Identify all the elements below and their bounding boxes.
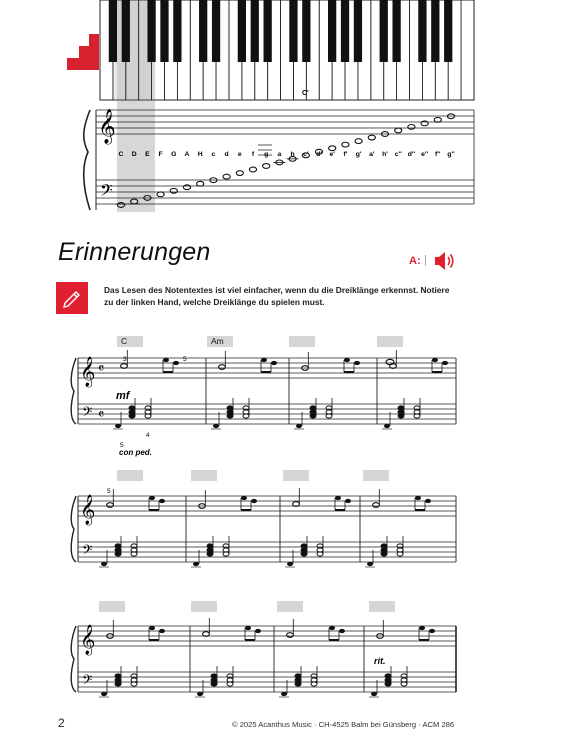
dynamic-mark: mf xyxy=(116,390,130,402)
half-note xyxy=(219,365,226,370)
chord-box-3-3[interactable] xyxy=(277,601,303,612)
treble-clef-icon: 𝄞 xyxy=(80,624,96,654)
eighth-note xyxy=(149,496,155,500)
note-name-label: d'' xyxy=(407,151,416,158)
note-name-label: g' xyxy=(355,151,362,158)
eighth-note xyxy=(329,626,335,630)
speaker-icon[interactable] xyxy=(434,251,458,271)
bass-note xyxy=(197,692,203,696)
black-key xyxy=(431,0,439,62)
bass-note xyxy=(384,424,390,428)
chord-box-1-2[interactable]: Am xyxy=(207,336,233,347)
note-name-label: a xyxy=(277,151,282,158)
copyright-footer: © 2025 Acanthus Music · CH-4525 Balm bei Günsberg · ACM 286 xyxy=(232,720,455,729)
note-name-label: G xyxy=(171,151,177,158)
whole-note xyxy=(342,142,349,147)
fingering-4-bass: 4 xyxy=(146,432,150,439)
whole-note xyxy=(157,192,164,197)
chord-note xyxy=(227,406,233,410)
bass-note xyxy=(101,692,107,696)
audio-separator: | xyxy=(424,254,427,266)
note-name-label: a' xyxy=(369,151,375,158)
time-signature: 𝄴 xyxy=(98,360,105,376)
figure-brace xyxy=(84,110,90,210)
note-name-label: h xyxy=(290,151,295,158)
chord-box-2-3[interactable] xyxy=(283,470,309,481)
chord-box-2-4[interactable] xyxy=(363,470,389,481)
whole-note xyxy=(170,188,177,193)
black-key xyxy=(109,0,117,62)
black-key xyxy=(354,0,362,62)
chord-box-1-1[interactable]: C xyxy=(117,336,143,347)
eighth-note xyxy=(442,361,448,365)
figure-treble-clef-icon: 𝄞 xyxy=(98,110,116,143)
black-key xyxy=(264,0,272,62)
chord-box-3-4[interactable] xyxy=(369,601,395,612)
chord-note xyxy=(207,544,213,548)
brace xyxy=(71,358,76,424)
note-name-label: E xyxy=(145,151,150,158)
note-name-label: d' xyxy=(316,151,322,158)
note-names xyxy=(119,151,456,158)
chord-note xyxy=(115,544,121,548)
whole-note xyxy=(183,185,190,190)
half-note xyxy=(293,502,300,507)
instruction-text: Das Lesen des Notentextes ist viel einfacher, wenn du die Dreiklänge erkennst. Notiere zu der linken Hand, welche Dreiklänge du spielen must. xyxy=(104,285,450,307)
red-steps-icon xyxy=(67,34,99,70)
whole-note xyxy=(249,167,256,172)
chord-box-3-2[interactable] xyxy=(191,601,217,612)
note-name-label: d xyxy=(224,151,229,158)
keyboard xyxy=(100,0,474,100)
note-name-label: c'' xyxy=(394,151,402,158)
note-name-label: g xyxy=(264,151,269,158)
bass-note xyxy=(193,562,199,566)
black-key xyxy=(251,0,259,62)
pencil-icon xyxy=(56,282,88,314)
note-name-label: A xyxy=(184,151,190,158)
music-system-1 xyxy=(0,350,564,460)
bass-clef-icon: 𝄢 xyxy=(82,674,93,691)
black-key xyxy=(380,0,388,62)
eighth-note xyxy=(159,499,165,503)
half-note xyxy=(107,503,114,508)
half-note xyxy=(203,632,210,637)
black-key xyxy=(328,0,336,62)
note-name-label: F xyxy=(158,151,163,158)
bass-note xyxy=(115,424,121,428)
eighth-note xyxy=(344,358,350,362)
eighth-note xyxy=(345,499,351,503)
eighth-note xyxy=(245,626,251,630)
black-key xyxy=(160,0,168,62)
chord-note xyxy=(398,406,404,410)
eighth-note xyxy=(173,361,179,365)
keyboard-staff-figure xyxy=(0,0,564,225)
whole-note xyxy=(408,125,415,130)
eighth-note xyxy=(261,358,267,362)
music-system-2 xyxy=(0,484,564,584)
music-system-3 xyxy=(0,614,564,714)
fingering-5-sys2: 5 xyxy=(107,488,111,495)
black-key xyxy=(238,0,246,62)
black-key xyxy=(302,0,310,62)
black-key xyxy=(199,0,207,62)
eighth-note xyxy=(149,626,155,630)
ritardando-mark: rit. xyxy=(374,656,386,666)
eighth-note xyxy=(432,358,438,362)
bass-note xyxy=(281,692,287,696)
page-number: 2 xyxy=(58,716,65,730)
fingering-3: 3 xyxy=(123,356,127,363)
chord-box-2-1[interactable] xyxy=(117,470,143,481)
black-key xyxy=(392,0,400,62)
eighth-note xyxy=(251,499,257,503)
chord-note xyxy=(301,544,307,548)
whole-note xyxy=(395,128,402,133)
eighth-note xyxy=(255,629,261,633)
half-note xyxy=(373,503,380,508)
piece-title: Erinnerungen xyxy=(58,238,211,266)
note-name-label: e' xyxy=(329,151,335,158)
treble-clef-icon: 𝄞 xyxy=(80,356,96,386)
chord-box-1-4[interactable] xyxy=(377,336,403,347)
whole-note xyxy=(355,139,362,144)
chord-note xyxy=(310,406,316,410)
eighth-note xyxy=(163,358,169,362)
whole-note xyxy=(386,359,394,364)
fingering-5: 5 xyxy=(183,356,187,363)
eighth-note xyxy=(354,361,360,365)
chord-note xyxy=(295,674,301,678)
half-note xyxy=(121,364,128,369)
whole-note xyxy=(223,174,230,179)
eighth-note xyxy=(419,626,425,630)
black-key xyxy=(122,0,130,62)
note-name-label: g'' xyxy=(447,151,455,158)
note-name-label: c' xyxy=(303,151,309,158)
eighth-note xyxy=(415,496,421,500)
bass-note xyxy=(367,562,373,566)
brace xyxy=(71,626,76,692)
note-name-label: f' xyxy=(343,151,348,158)
black-key xyxy=(147,0,155,62)
black-key xyxy=(212,0,220,62)
whole-note xyxy=(434,117,441,122)
note-name-label: e xyxy=(237,151,242,158)
eighth-note xyxy=(425,499,431,503)
eighth-note xyxy=(271,361,277,365)
chord-note xyxy=(211,674,217,678)
black-key xyxy=(444,0,452,62)
chord-note xyxy=(129,406,135,410)
eighth-note xyxy=(335,496,341,500)
note-name-label: c xyxy=(211,151,216,158)
bass-clef-icon: 𝄢 xyxy=(82,544,93,561)
eighth-note xyxy=(241,496,247,500)
brace xyxy=(71,496,76,562)
eighth-note xyxy=(159,629,165,633)
chord-note xyxy=(115,674,121,678)
treble-clef-icon: 𝄞 xyxy=(80,494,96,524)
audio-track-label: A: xyxy=(409,255,421,267)
chord-box-1-3[interactable] xyxy=(289,336,315,347)
whole-note xyxy=(197,181,204,186)
chord-note xyxy=(385,674,391,678)
note-name-label: e'' xyxy=(421,151,429,158)
bass-note xyxy=(371,692,377,696)
figure-bass-clef-icon: 𝄢 xyxy=(100,182,113,204)
note-name-label: f xyxy=(251,151,255,158)
bass-note xyxy=(287,562,293,566)
keyboard-c-label: C' xyxy=(302,90,309,97)
eighth-note xyxy=(339,629,345,633)
pedal-mark: con ped. xyxy=(119,448,152,457)
whole-note xyxy=(329,146,336,151)
whole-note xyxy=(263,164,270,169)
note-name-label: D xyxy=(131,151,137,158)
note-name-label: h' xyxy=(382,151,388,158)
chord-note xyxy=(381,544,387,548)
note-name-label: C xyxy=(118,151,124,158)
note-name-label: H xyxy=(197,151,203,158)
black-key xyxy=(289,0,297,62)
fingering-5-bass: 5 xyxy=(120,442,124,449)
bass-clef-icon: 𝄢 xyxy=(82,406,93,423)
chord-box-3-1[interactable] xyxy=(99,601,125,612)
note-name-label: f'' xyxy=(435,151,441,158)
half-note xyxy=(287,633,294,638)
bass-note xyxy=(101,562,107,566)
black-key xyxy=(341,0,349,62)
bass-note xyxy=(296,424,302,428)
whole-note xyxy=(368,135,375,140)
bass-note xyxy=(213,424,219,428)
chord-box-2-2[interactable] xyxy=(191,470,217,481)
time-signature: 𝄴 xyxy=(98,406,105,422)
black-key xyxy=(418,0,426,62)
whole-note xyxy=(236,171,243,176)
eighth-note xyxy=(429,629,435,633)
black-key xyxy=(173,0,181,62)
